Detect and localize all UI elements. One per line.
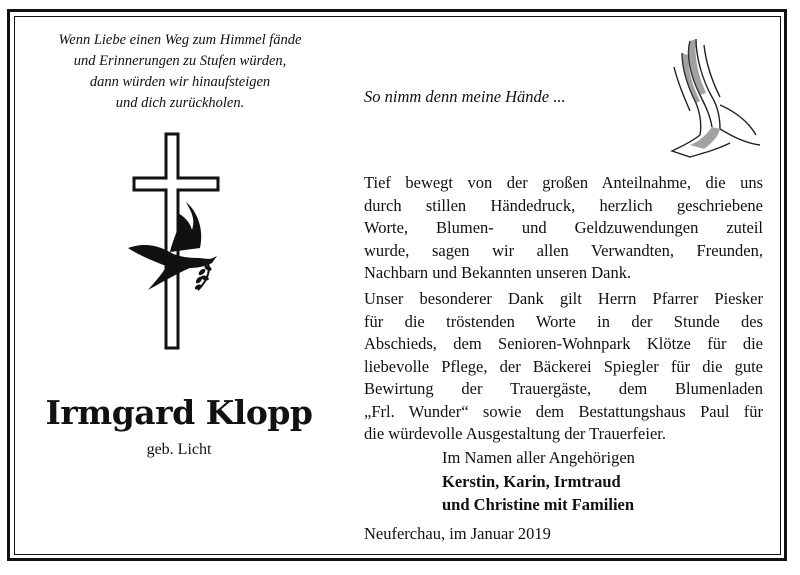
family-names-line: und Christine mit Familien (442, 494, 635, 514)
deceased-name: Irmgard Klopp (45, 393, 313, 432)
thanks-paragraph-1 (364, 172, 763, 285)
text-line: Nachbarn und Bekannten unseren Dank. (364, 263, 632, 282)
closing-intro: Im Namen aller Angehörigen (442, 448, 635, 467)
text-line: Worte, Blumen- und Geldzuwendungen zuteil (364, 218, 763, 237)
cross-with-dove-icon (118, 130, 228, 355)
text-line: für die tröstenden Worte in der Stunde des (364, 311, 763, 331)
thanks-paragraph-2 (364, 288, 763, 446)
maiden-name: geb. Licht (146, 441, 212, 458)
poem-line: und Erinnerungen zu Stufen würden, (73, 53, 287, 69)
text-line: Abschieds, dem Senioren-Wohnpark Klötze für die (364, 334, 763, 353)
place-date: Neuferchau, im Januar 2019 (364, 524, 551, 543)
family-names-line: Kerstin, Karin, Irmtraud (442, 472, 621, 491)
text-line: die würdevolle Ausgestaltung der Trauerfeier. (364, 424, 666, 443)
text-line: Bewirtung der Trauergäste, dem Blumenladen (364, 379, 763, 398)
text-line: Tief bewegt von der großen Anteilnahme, die uns (364, 173, 763, 192)
poem (20, 30, 340, 114)
text-line: durch stillen Händedruck, herzlich geschriebene (364, 195, 763, 215)
poem-line: und dich zurückholen. (115, 95, 245, 111)
text-line: Unser besonderer Dank gilt Herrn Pfarrer Piesker (364, 289, 763, 308)
text-line: liebevolle Pflege, der Bäckerei Spiegler für die gute (364, 356, 763, 376)
praying-hands-icon (660, 35, 765, 160)
text-line: wurde, sagen wir allen Verwandten, Freunden, (364, 240, 763, 260)
family-names (442, 471, 634, 516)
text-line: „Frl. Wunder“ sowie dem Bestattungshaus Paul für (364, 401, 763, 421)
motto: So nimm denn meine Hände ... (364, 87, 566, 106)
poem-line: Wenn Liebe einen Weg zum Himmel fände (58, 32, 302, 48)
poem-line: dann würden wir hinaufsteigen (89, 74, 271, 90)
